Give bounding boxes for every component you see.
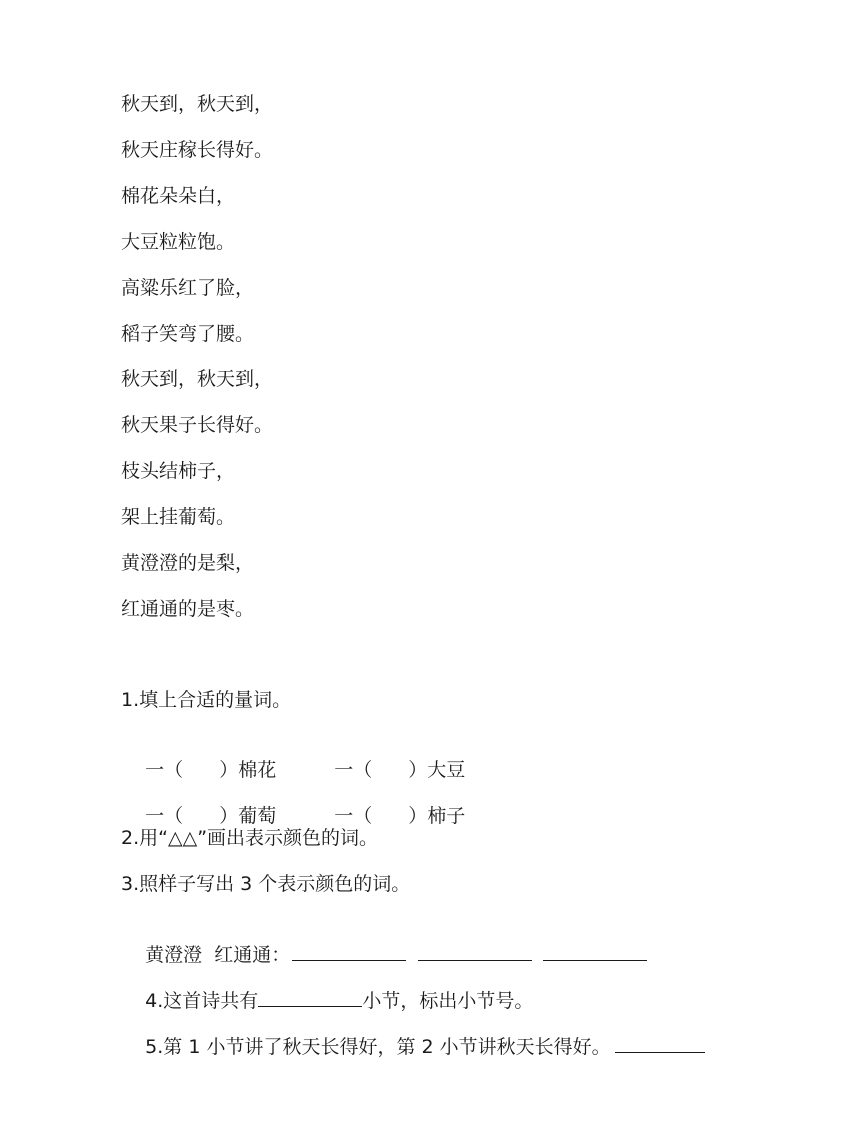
measure-word-suffix: ）棉花 [219,759,277,781]
measure-word-suffix: ）大豆 [408,759,466,781]
question-5-text: 5.第 1 小节讲了秋天长得好，第 2 小节讲秋天长得好。 [145,1036,611,1058]
poem-line: 秋天到，秋天到， [121,368,274,390]
answer-blank[interactable] [418,942,532,961]
measure-word-prefix: 一（ [145,805,184,827]
poem-line: 高粱乐红了脸， [121,277,255,299]
question-3-title: 3.照样子写出 3 个表示颜色的词。 [121,873,411,895]
poem-line: 大豆粒粒饱。 [121,231,236,253]
question-5 [121,1010,705,1083]
answer-blank[interactable] [615,1034,705,1053]
answer-blank[interactable] [258,988,362,1007]
poem-line: 红通通的是枣。 [121,598,255,620]
question-4-text-after: 小节，标出小节号。 [362,990,534,1012]
poem-line: 枝头结柿子， [121,460,236,482]
measure-word-prefix: 一（ [334,759,373,781]
question-4-text-before: 4.这首诗共有 [145,990,259,1012]
poem-line: 秋天到，秋天到， [121,93,274,115]
poem-line: 秋天果子长得好。 [121,414,274,436]
poem-line: 黄澄澄的是梨， [121,552,255,574]
question-2: 2.用“△△”画出表示颜色的词。 [121,827,379,849]
color-word-examples: 黄澄澄 红通通： [145,944,291,966]
poem-line: 稻子笑弯了腰。 [121,323,255,345]
answer-blank[interactable] [543,942,647,961]
answer-blank[interactable] [292,942,406,961]
measure-word-suffix: ）葡萄 [219,805,277,827]
poem-line: 架上挂葡萄。 [121,506,236,528]
measure-word-prefix: 一（ [334,805,373,827]
poem-line: 棉花朵朵白， [121,185,236,207]
measure-word-suffix: ）柿子 [408,805,466,827]
question-1-title: 1.填上合适的量词。 [121,689,292,711]
measure-word-prefix: 一（ [145,759,184,781]
poem-line: 秋天庄稼长得好。 [121,139,274,161]
